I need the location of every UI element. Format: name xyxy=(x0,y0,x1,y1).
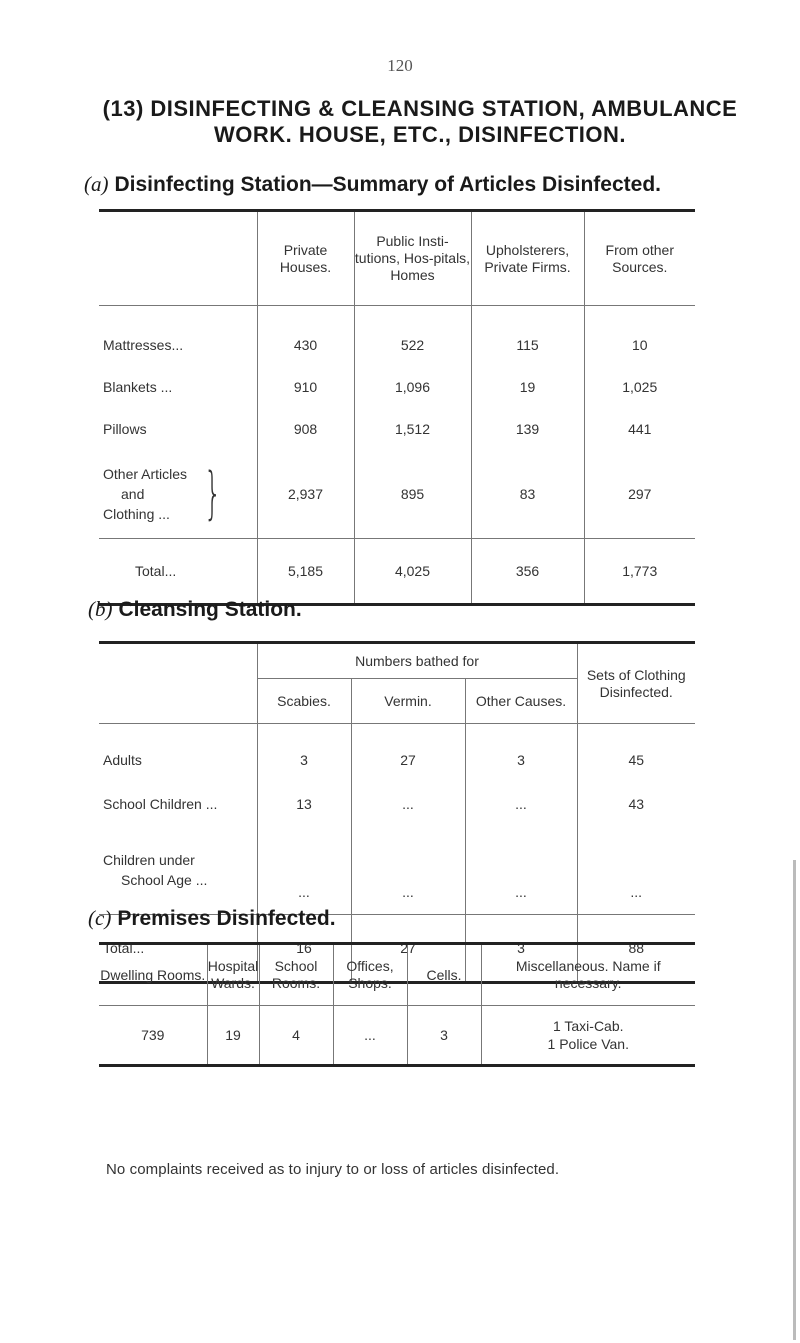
table-row xyxy=(99,306,695,367)
row-label: Adults xyxy=(103,752,142,768)
table-header-row xyxy=(99,211,695,306)
column-header: Vermin. xyxy=(351,679,465,724)
table-cell: 88 xyxy=(577,915,695,983)
section-b-heading xyxy=(88,597,302,622)
column-header: Scabies. xyxy=(257,679,351,724)
table-cell: 4 xyxy=(259,1006,333,1066)
row-label: Blankets ... xyxy=(103,379,173,395)
table-cell: 1,096 xyxy=(354,366,471,408)
table-cell: 895 xyxy=(354,450,471,539)
column-header: Offices, Shops. xyxy=(333,944,407,1006)
table-row xyxy=(99,782,695,826)
table-cell: 3 xyxy=(407,1006,481,1066)
row-label-line: and xyxy=(121,486,145,502)
table-cell: 4,025 xyxy=(354,539,471,605)
table-cell: 43 xyxy=(577,782,695,826)
group-header: Numbers bathed for xyxy=(257,643,577,679)
section-b-title: Cleansing Station. xyxy=(118,598,302,621)
table-cell: 27 xyxy=(351,724,465,783)
page-number: 120 xyxy=(387,56,413,75)
main-heading-line-1: (13) DISINFECTING & CLEANSING STATION, AMBULANCE xyxy=(102,96,738,121)
table-cell: ... xyxy=(257,826,351,915)
table-cell: 2,937 xyxy=(257,450,354,539)
table-cell: 139 xyxy=(471,408,584,450)
table-cell: 522 xyxy=(354,306,471,367)
footnote: No complaints received as to injury to or loss of articles disinfected. xyxy=(106,1161,560,1178)
section-a-title: Disinfecting Station—Summary of Articles Disinfected. xyxy=(114,173,661,196)
section-b-letter: (b) xyxy=(88,597,113,621)
table-cell: 19 xyxy=(207,1006,259,1066)
brace-icon: } xyxy=(203,461,222,526)
row-label xyxy=(99,450,257,539)
table-cell: 83 xyxy=(471,450,584,539)
section-a-letter: (a) xyxy=(84,172,109,196)
table-cell: 16 xyxy=(257,915,351,983)
table-cell: 115 xyxy=(471,306,584,367)
section-c-title: Premises Disinfected. xyxy=(117,907,336,930)
column-header: Hospital Wards. xyxy=(207,944,259,1006)
row-label-line: Children under xyxy=(103,852,195,868)
corner-cell xyxy=(99,211,257,306)
table-cell: ... xyxy=(465,826,577,915)
table-cell: 441 xyxy=(584,408,695,450)
row-label xyxy=(99,826,257,915)
table-cell: 910 xyxy=(257,366,354,408)
section-a-heading xyxy=(84,172,661,197)
table-row xyxy=(99,408,695,450)
row-label: School Children ... xyxy=(103,796,218,812)
table-cell: ... xyxy=(577,826,695,915)
table-row xyxy=(99,724,695,783)
table-cell: 1,025 xyxy=(584,366,695,408)
table-cell: ... xyxy=(333,1006,407,1066)
column-header: Private Houses. xyxy=(257,211,354,306)
cleansing-station-table xyxy=(99,641,695,984)
table-cell: 3 xyxy=(465,724,577,783)
page-edge-divider xyxy=(793,860,796,1340)
table-header-row xyxy=(99,944,695,1006)
column-header: Sets of Clothing Disinfected. xyxy=(577,643,695,724)
table-cell: ... xyxy=(351,782,465,826)
table-cell: 27 xyxy=(351,915,465,983)
table-cell: 45 xyxy=(577,724,695,783)
column-header: Public Insti-tutions, Hos-pitals, Homes xyxy=(354,211,471,306)
table-cell: ... xyxy=(351,826,465,915)
row-label-line: Clothing ... xyxy=(103,506,170,522)
table-cell: 3 xyxy=(465,915,577,983)
column-header: From other Sources. xyxy=(584,211,695,306)
table-cell: 297 xyxy=(584,450,695,539)
table-cell: ... xyxy=(465,782,577,826)
section-c-heading xyxy=(88,906,336,931)
total-row xyxy=(99,539,695,605)
table-row xyxy=(99,366,695,408)
row-label-line: Other Articles xyxy=(103,466,188,482)
row-label: Pillows xyxy=(103,421,147,437)
column-header: Cells. xyxy=(407,944,481,1006)
row-label: Mattresses... xyxy=(103,337,184,353)
table-cell xyxy=(481,1006,695,1066)
table-cell: 908 xyxy=(257,408,354,450)
column-header: Other Causes. xyxy=(465,679,577,724)
misc-line: 1 Police Van. xyxy=(547,1036,629,1052)
disinfecting-station-table xyxy=(99,209,695,606)
table-row xyxy=(99,450,695,539)
table-cell: 10 xyxy=(584,306,695,367)
section-c-letter: (c) xyxy=(88,906,112,930)
table-cell: 1,512 xyxy=(354,408,471,450)
column-header: Miscellaneous. Name if necessary. xyxy=(481,944,695,1006)
row-label: Total... xyxy=(99,539,257,605)
table-cell: 1,773 xyxy=(584,539,695,605)
table-header-row xyxy=(99,643,695,679)
main-heading xyxy=(70,96,770,148)
table-cell: 3 xyxy=(257,724,351,783)
row-label-line: School Age ... xyxy=(121,872,208,888)
row-label: Total... xyxy=(99,915,257,983)
table-cell: 19 xyxy=(471,366,584,408)
table-row xyxy=(99,1006,695,1066)
column-header: School Rooms. xyxy=(259,944,333,1006)
table-cell: 739 xyxy=(141,1027,165,1043)
column-header: Upholsterers, Private Firms. xyxy=(471,211,584,306)
table-cell: 13 xyxy=(257,782,351,826)
corner-cell xyxy=(99,643,257,724)
misc-line: 1 Taxi-Cab. xyxy=(552,1018,624,1034)
table-cell: 356 xyxy=(471,539,584,605)
table-cell: 430 xyxy=(257,306,354,367)
premises-disinfected-table xyxy=(99,942,695,1067)
table-cell: 5,185 xyxy=(257,539,354,605)
column-header: Dwelling Rooms. xyxy=(99,944,207,1006)
main-heading-line-2: WORK. HOUSE, ETC., DISINFECTION. xyxy=(213,122,626,147)
table-row xyxy=(99,826,695,915)
